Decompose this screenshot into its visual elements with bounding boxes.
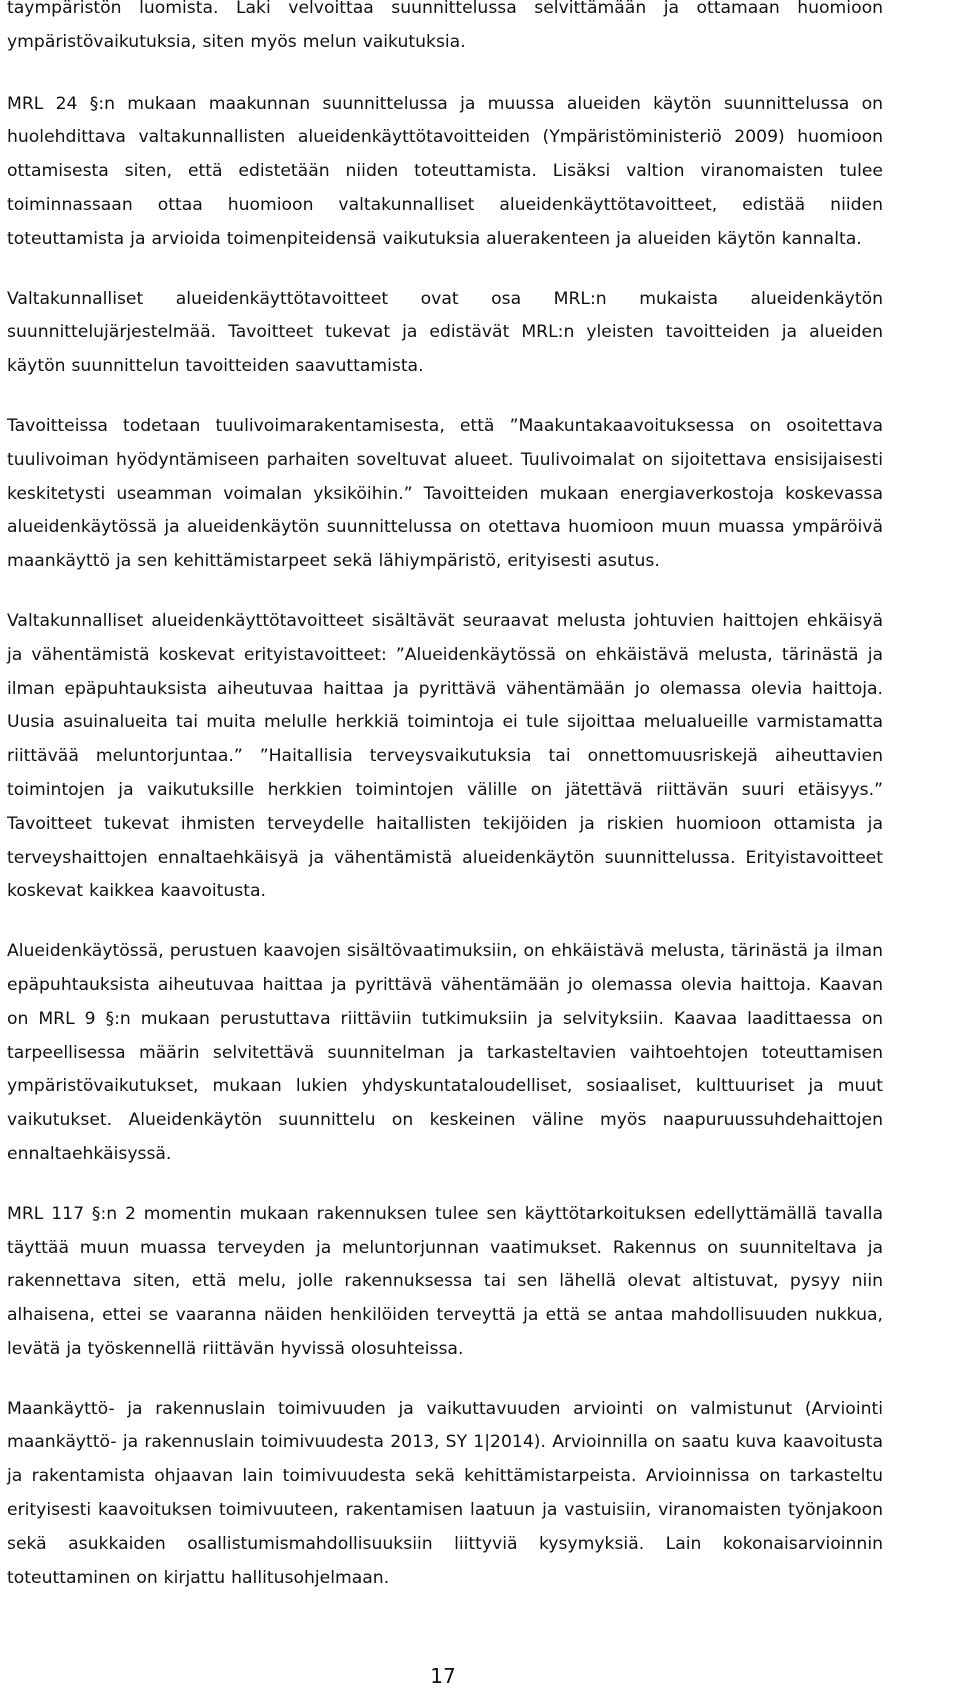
paragraph-noise-goals: Valtakunnalliset alueidenkäyttötavoitteet sisältävät seuraavat melusta johtuvien haittojen ehkäisyä ja vähentämistä koskevat erityistavoitteet: ”Alueidenkäytössä on ehkäistävä melusta, tärinästä ja ilman epäpuhtauksista aiheutuvaa haittaa ja pyrittävä vähentämään jo olemassa olevia haittoja. Uusia asuinalueita tai muita melulle herkkiä toimintoja ei tule sijoittaa melualueille varmistamatta riittävää meluntorjuntaa.” ”Haitallisia terveysvaikutuksia tai onnettomuusriskejä aiheuttavien toimintojen ja vaikutuksille herkkien toimintojen välille on jätettävä riittävän suuri etäisyys.” Tavoitteet tukevat ihmisten terveydelle haitallisten tekijöiden ja riskien huomioon ottamista ja terveyshaittojen ennaltaehkäisyä ja vähentämistä alueidenkäytön suunnittelussa. Erityistavoitteet koskevat kaikkea kaavoitusta. [7, 610, 883, 902]
paragraph-wind-power-goals: Tavoitteissa todetaan tuulivoimarakentamisesta, että ”Maakuntakaavoituksessa on osoitettava tuulivoiman hyödyntämiseen parhaiten soveltuvat alueet. Tuulivoimalat on sijoitettava ensisijaisesti keskitetysti useamman voimalan yksiköihin.” Tavoitteiden mukaan energiaverkostoja koskevassa alueidenkäytössä ja alueidenkäytön suunnittelussa on otettava huomioon muun muassa ympäröivä maankäyttö ja sen kehittämistarpeet sekä lähiympäristö, erityisesti asutus. [7, 415, 883, 572]
paragraph-mrl-117: MRL 117 §:n 2 momentin mukaan rakennuksen tulee sen käyttötarkoituksen edellyttämällä tavalla täyttää muun muassa terveyden ja meluntorjunnan vaatimukset. Rakennus on suunniteltava ja rakennettava siten, että melu, jolle rakennuksessa tai sen lähellä olevat altistuvat, pysyy niin alhaisena, ettei se vaaranna näiden henkilöiden terveyttä ja että se antaa mahdollisuuden nukkua, levätä ja työskennellä riittävän hyvissä olosuhteissa. [7, 1203, 883, 1359]
paragraph-law-evaluation: Maankäyttö- ja rakennuslain toimivuuden ja vaikuttavuuden arviointi on valmistunut (Arviointi maankäyttö- ja rakennuslain toimivuudesta 2013, SY 1|2014). Arvioinnilla on saatu kuva kaavoitusta ja rakentamista ohjaavan lain toimivuudesta sekä kehittämistarpeista. Arvioinnissa on tarkasteltu erityisesti kaavoituksen toimivuuteen, rakentamisen laatuun ja vastuisiin, viranomaisten työnjakoon sekä asukkaiden osallistumismahdollisuuksiin liittyviä kysymyksiä. Lain kokonaisarvioinnin toteuttaminen on kirjattu hallitusohjelmaan. [7, 1398, 883, 1588]
paragraph-land-use-requirements: Alueidenkäytössä, perustuen kaavojen sisältövaatimuksiin, on ehkäistävä melusta, tärinästä ja ilman epäpuhtauksista aiheutuvaa haittaa ja pyrittävä vähentämään jo olemassa olevia haittoja. Kaavan on MRL 9 §:n mukaan perustuttava riittäviin tutkimuksiin ja selvityksiin. Kaavaa laadittaessa on tarpeellisessa määrin selvitettävä suunnitelman ja tarkasteltavien vaihtoehtojen toteuttamisen ympäristövaikutukset, mukaan lukien yhdyskuntataloudelliset, sosiaaliset, kulttuuriset ja muut vaikutukset. Alueidenkäytön suunnittelu on keskeinen väline myös naapuruussuhdehaittojen ennaltaehkäisyssä. [7, 941, 883, 1164]
paragraph-intro-continuation: taympäristön luomista. Laki velvoittaa suunnittelussa selvittämään ja ottamaan huomioon ympäristövaikutuksia, siten myös melun vaikutuksia. [7, 0, 883, 52]
paragraph-mrl-24: MRL 24 §:n mukaan maakunnan suunnittelussa ja muussa alueiden käytön suunnittelussa on huolehdittava valtakunnallisten alueidenkäyttötavoitteiden (Ympäristöministeriö 2009) huomioon ottamisesta siten, että edistetään niiden toteuttamista. Lisäksi valtion viranomaisten tulee toiminnassaan ottaa huomioon valtakunnalliset alueidenkäyttötavoitteet, edistää niiden toteuttamista ja arvioida toimenpiteidensä vaikutuksia aluerakenteen ja alueiden käytön kannalta. [7, 93, 883, 249]
paragraph-planning-system: Valtakunnalliset alueidenkäyttötavoitteet ovat osa MRL:n mukaista alueidenkäytön suunnittelujärjestelmää. Tavoitteet tukevat ja edistävät MRL:n yleisten tavoitteiden ja alueiden käytön suunnittelun tavoitteiden saavuttamista. [7, 288, 883, 377]
document-body [7, 0, 883, 1621]
page-number: 17 [430, 1664, 456, 1688]
